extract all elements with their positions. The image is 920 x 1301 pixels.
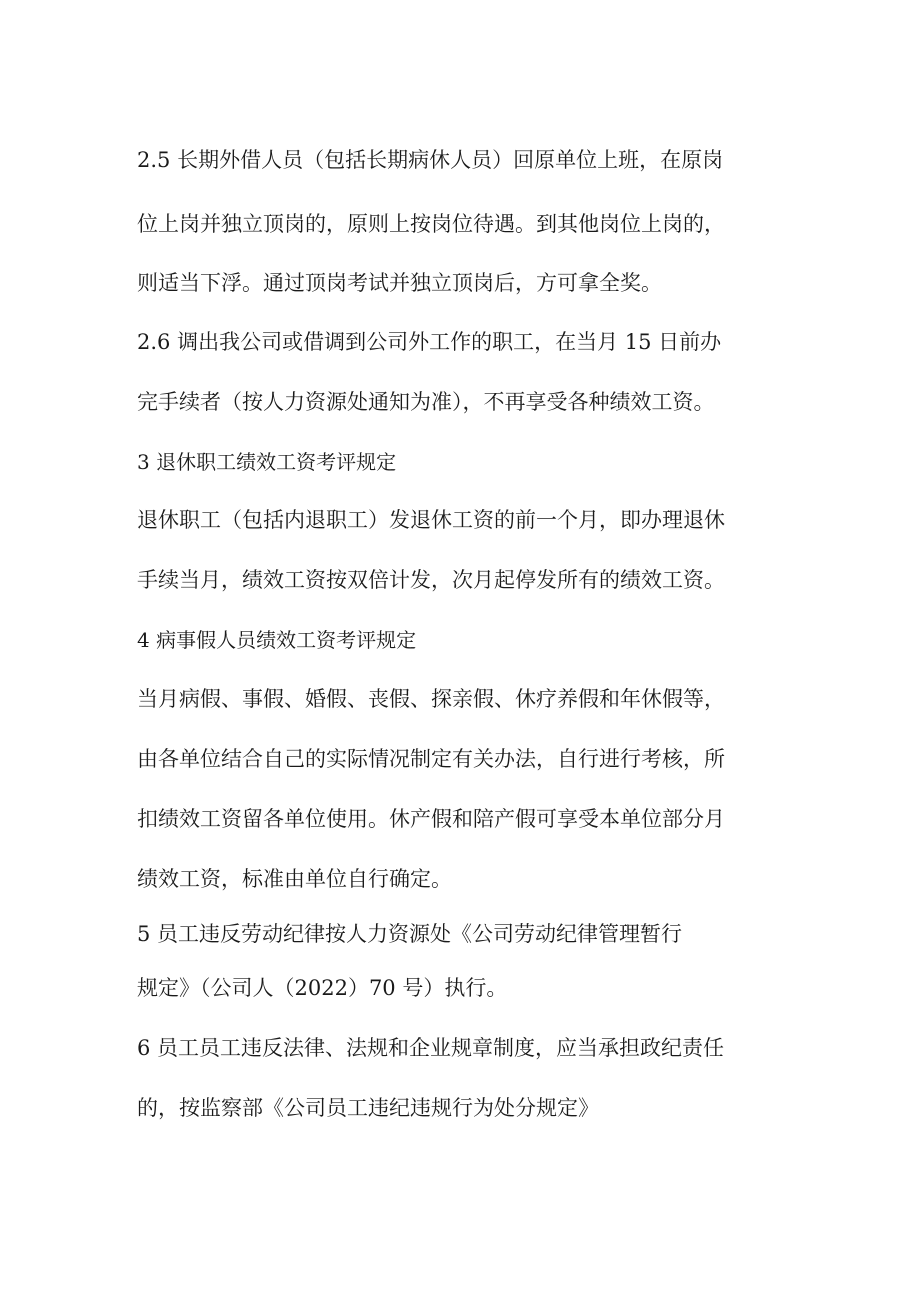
paragraph-2-5-line-3: 则适当下浮。通过顶岗考试并独立顶岗后，方可拿全奖。 bbox=[137, 271, 662, 295]
section-5-line-1: 5 员工违反劳动纪律按人力资源处《公司劳动纪律管理暂行 bbox=[137, 922, 683, 946]
section-3-line-2: 手续当月，绩效工资按双倍计发，次月起停发所有的绩效工资。 bbox=[137, 568, 725, 592]
section-6-line-1: 6 员工员工违反法律、法规和企业规章制度，应当承担政纪责任 bbox=[137, 1036, 725, 1060]
section-5-line-2: 规定》（公司人（2022）70 号）执行。 bbox=[137, 976, 508, 1000]
paragraph-2-5-line-2: 位上岗并独立顶岗的，原则上按岗位待遇。到其他岗位上岗的， bbox=[137, 212, 725, 236]
section-4-line-3: 扣绩效工资留各单位使用。休产假和陪产假可享受本单位部分月 bbox=[137, 807, 725, 831]
section-4-line-2: 由各单位结合自己的实际情况制定有关办法，自行进行考核，所 bbox=[137, 747, 725, 771]
section-4-line-1: 当月病假、事假、婚假、丧假、探亲假、休疗养假和年休假等， bbox=[137, 687, 725, 711]
paragraph-2-6-line-2: 完手续者（按人力资源处通知为准），不再享受各种绩效工资。 bbox=[137, 390, 715, 414]
paragraph-2-6-line-1: 2.6 调出我公司或借调到公司外工作的职工，在当月 15 日前办 bbox=[137, 330, 722, 354]
paragraph-2-5-line-1: 2.5 长期外借人员（包括长期病休人员）回原单位上班，在原岗 bbox=[137, 148, 724, 172]
section-3-heading: 3 退休职工绩效工资考评规定 bbox=[137, 450, 397, 474]
section-3-line-1: 退休职工（包括内退职工）发退休工资的前一个月，即办理退休 bbox=[137, 508, 725, 532]
section-4-line-4: 绩效工资，标准由单位自行确定。 bbox=[137, 867, 452, 891]
section-6-line-2: 的，按监察部《公司员工违纪违规行为处分规定》 bbox=[137, 1096, 599, 1120]
section-4-heading: 4 病事假人员绩效工资考评规定 bbox=[137, 628, 417, 652]
